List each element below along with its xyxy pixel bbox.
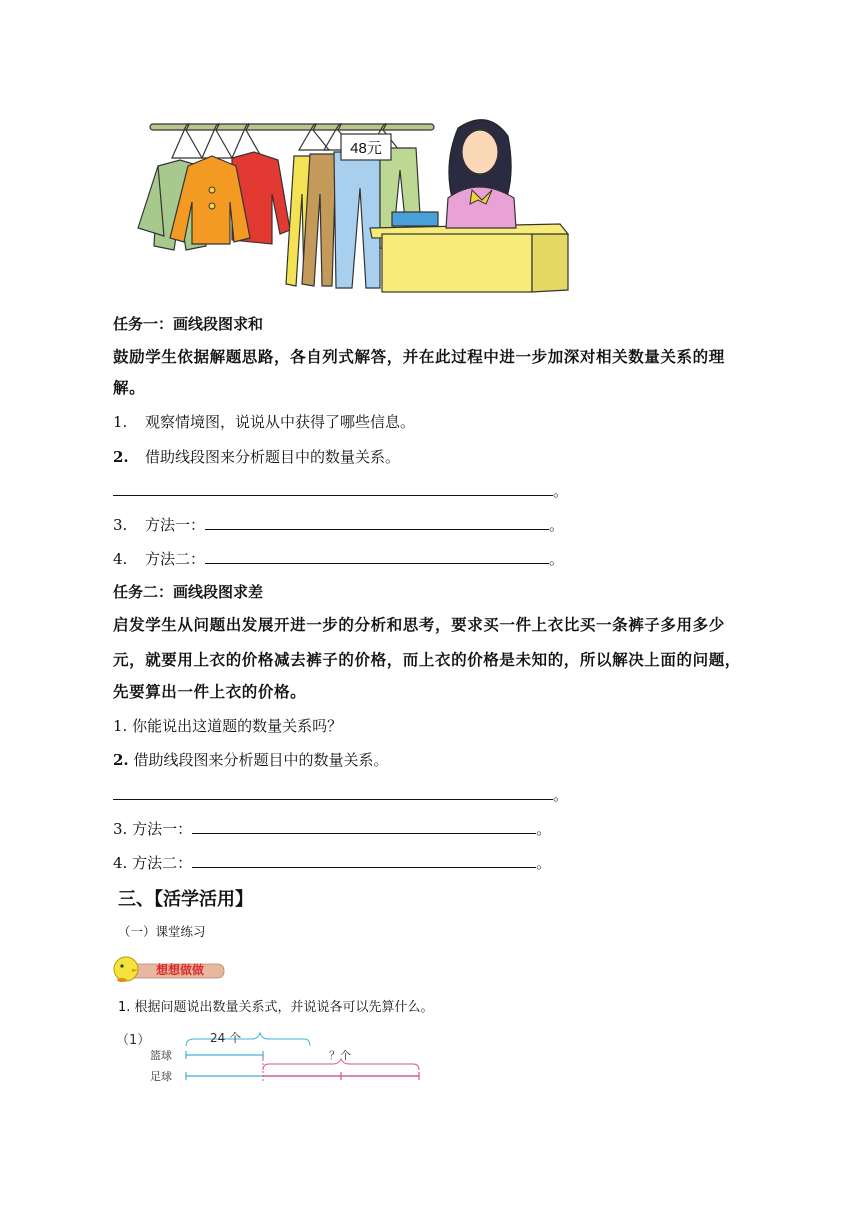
diagram-index: （1） bbox=[116, 1033, 151, 1048]
task1-item-2 bbox=[113, 447, 400, 467]
item-text: 借助线段图来分析题目中的数量关系。 bbox=[145, 448, 401, 466]
item-number: 3. bbox=[113, 516, 128, 534]
task2-item-2 bbox=[113, 750, 388, 770]
item-number: 4. bbox=[113, 550, 128, 568]
section3-subtitle: （一）课堂练习 bbox=[118, 924, 206, 939]
answer-blank[interactable] bbox=[113, 784, 553, 800]
task2-item-1 bbox=[113, 716, 342, 736]
section3-title: 三、【活学活用】 bbox=[118, 889, 253, 910]
item-number: 4. bbox=[113, 854, 128, 872]
basketball-row-label: 篮球 bbox=[150, 1049, 172, 1062]
task1-item-1 bbox=[113, 412, 415, 432]
answer-blank[interactable] bbox=[192, 852, 536, 868]
item-text: 方法一： bbox=[145, 516, 206, 534]
task2-item-3 bbox=[113, 818, 551, 839]
badge-label: 想想做做 bbox=[156, 963, 205, 977]
period: 。 bbox=[536, 854, 552, 872]
task1-item-3 bbox=[113, 514, 564, 535]
item-text: 借助线段图来分析题目中的数量关系。 bbox=[133, 751, 389, 769]
period: 。 bbox=[553, 786, 569, 804]
task2-answer-line bbox=[113, 784, 568, 805]
answer-blank[interactable] bbox=[113, 480, 553, 496]
item-text: 方法二： bbox=[132, 854, 193, 872]
item-text: 方法一： bbox=[132, 820, 193, 838]
task1-title: 任务一：画线段图求和 bbox=[113, 315, 264, 333]
item-number: 3. bbox=[113, 820, 128, 838]
item-number: 1. bbox=[113, 717, 128, 735]
item-text: 你能说出这道题的数量关系吗？ bbox=[132, 717, 343, 735]
task2-title: 任务二：画线段图求差 bbox=[113, 583, 264, 601]
task1-item-4 bbox=[113, 548, 564, 569]
task2-desc-line3: 先要算出一件上衣的价格。 bbox=[113, 682, 307, 701]
answer-blank[interactable] bbox=[205, 548, 549, 564]
unknown-count-label: ？个 bbox=[329, 1049, 351, 1062]
item-number: 1. bbox=[113, 413, 128, 431]
period: 。 bbox=[549, 516, 565, 534]
period: 。 bbox=[553, 482, 569, 500]
answer-blank[interactable] bbox=[205, 514, 549, 530]
question-1: 1. 根据问题说出数量关系式，并说说各可以先算什么。 bbox=[118, 1000, 434, 1015]
item-text: 观察情境图，说说从中获得了哪些信息。 bbox=[145, 413, 416, 431]
task1-desc-line1: 鼓励学生依据解题思路，各自列式解答，并在此过程中进一步加深对相关数量关系的理 bbox=[113, 347, 725, 366]
football-row-label: 足球 bbox=[150, 1070, 172, 1083]
item-number: 2. bbox=[113, 751, 129, 769]
answer-blank[interactable] bbox=[192, 818, 536, 834]
period: 。 bbox=[549, 550, 565, 568]
task1-desc-line2: 解。 bbox=[113, 378, 146, 397]
task1-answer-line bbox=[113, 480, 568, 501]
item-number: 2. bbox=[113, 448, 129, 466]
item-text: 方法二： bbox=[145, 550, 206, 568]
task2-desc-line1: 启发学生从问题出发展开进一步的分析和思考，要求买一件上衣比买一条裤子多用多少 bbox=[113, 615, 725, 634]
period: 。 bbox=[536, 820, 552, 838]
basketball-count-label: 24 个 bbox=[210, 1031, 242, 1045]
price-tag-label: 48元 bbox=[350, 140, 382, 157]
task2-item-4 bbox=[113, 852, 551, 873]
task2-desc-line2: 元，就要用上衣的价格减去裤子的价格，而上衣的价格是未知的，所以解决上面的问题， bbox=[113, 650, 741, 669]
